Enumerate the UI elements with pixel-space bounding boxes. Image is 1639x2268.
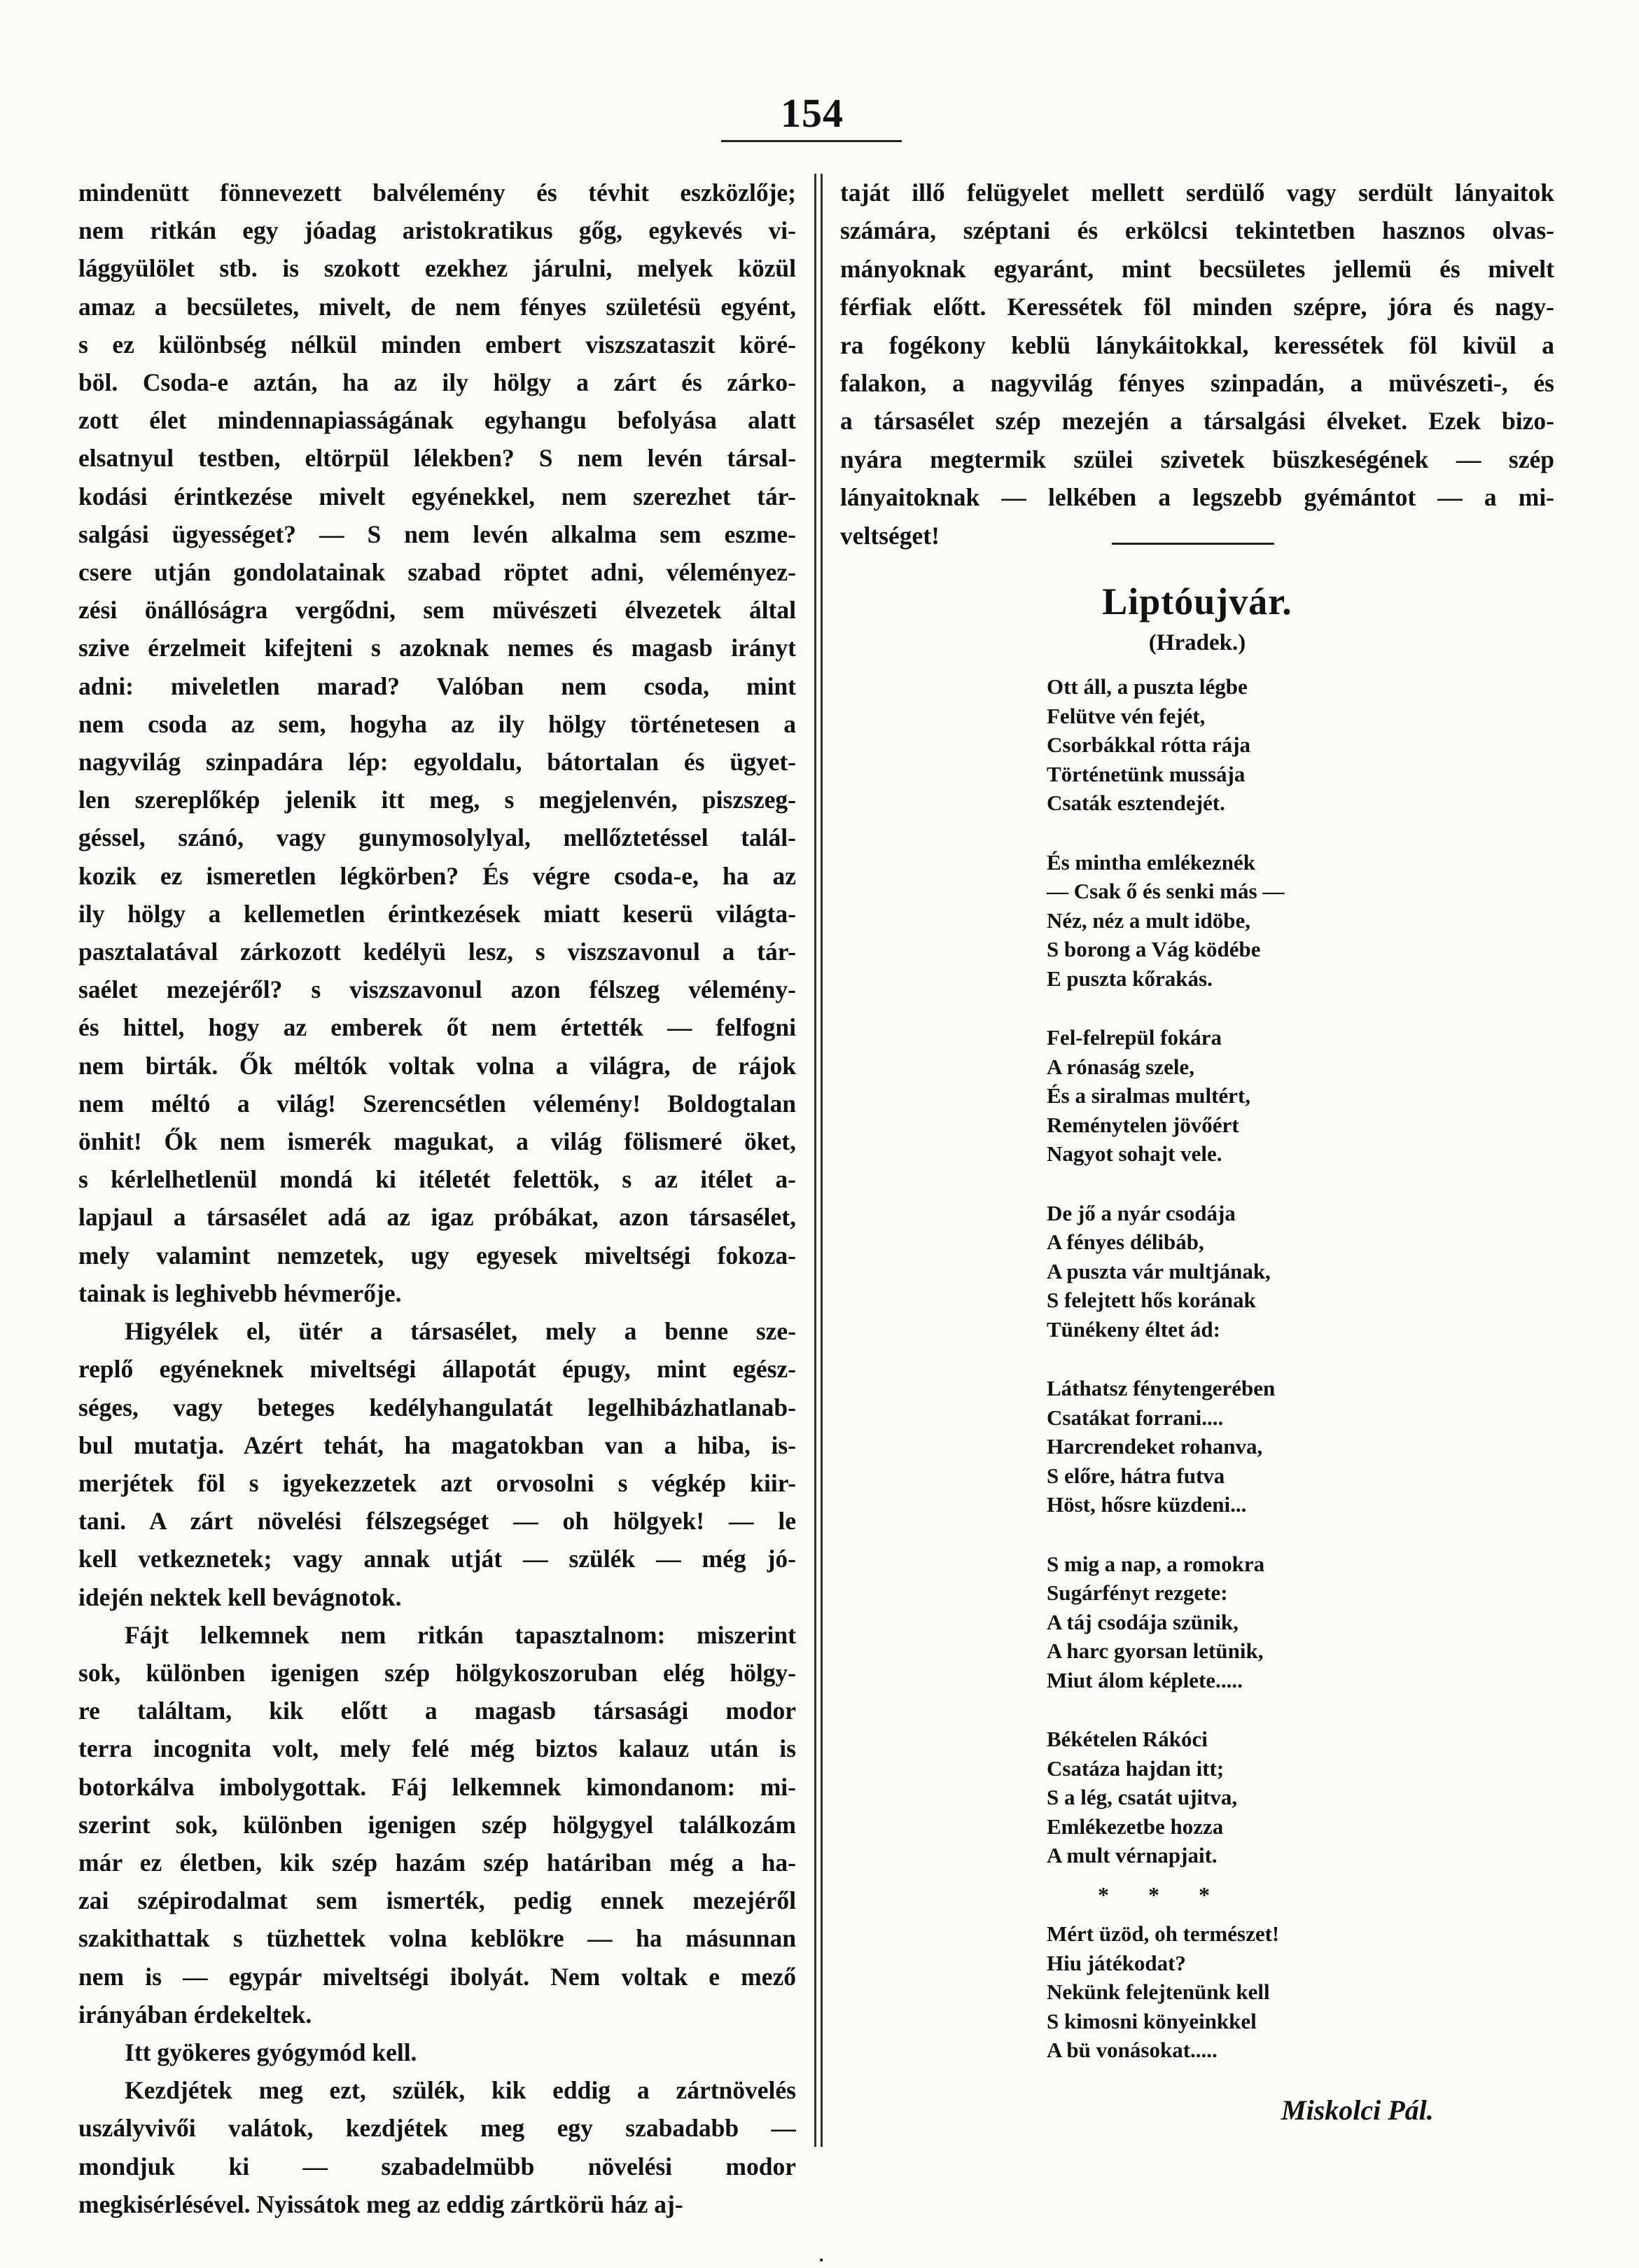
poem-line: Csorbákkal rótta rája [1047, 732, 1251, 757]
text-line: ra fogékony keblü lánykáitokkal, keressétek föl kivül a [840, 331, 1554, 359]
text-line: tainak is leghivebb hévmerője. [78, 1279, 402, 1307]
text-line: lányaitoknak — lelkében a legszebb gyémántot — a mi- [840, 483, 1554, 512]
text-line: számára, széptani és erkölcsi tekintetben hasznos olvas- [840, 216, 1554, 245]
left-column [78, 174, 796, 2223]
poem-title: Liptóujvár. [1102, 580, 1292, 622]
text-line: nem ritkán egy jóadag aristokratikus gőg, egykevés vi- [78, 216, 796, 245]
poem-line: E puszta kőrakás. [1047, 966, 1213, 991]
text-line: re találtam, kik előtt a magasb társasági modor [78, 1697, 796, 1725]
poem-line: De jő a nyár csodája [1047, 1200, 1236, 1225]
text-line: len szereplőkép jelenik itt meg, s megjelenvén, piszszeg- [78, 786, 796, 814]
poem-line: Emlékezetbe hozza [1047, 1814, 1224, 1839]
text-line: Higyélek el, ütér a társasélet, mely a benne sze- [125, 1317, 796, 1346]
poem-line: Harcrendeket rohanva, [1047, 1434, 1263, 1459]
text-line: veltséget! [840, 521, 940, 550]
text-line: idején nektek kell bevágnotok. [78, 1582, 402, 1611]
poem-line: S előre, hátra futva [1047, 1463, 1225, 1488]
text-line: Fájt lelkemnek nem ritkán tapasztalnom: miszerint [125, 1620, 796, 1649]
section-rule [1112, 543, 1274, 545]
poem-line: Höst, hősre küzdeni... [1047, 1492, 1247, 1517]
text-line: lapjaul a társasélet adá az igaz próbákat, azon társasélet, [78, 1203, 796, 1232]
poem-line: Hiu játékodat? [1047, 1950, 1186, 1975]
poem-line: Nekünk felejtenünk kell [1047, 1980, 1270, 2004]
poem-line: S a lég, csatát ujitva, [1047, 1785, 1238, 1809]
poem-stanza [1047, 1199, 1439, 1344]
text-line: botorkálva imbolygottak. Fáj lelkemnek kimondanom: mi- [78, 1772, 796, 1801]
text-line: terra incognita volt, mely felé még biztos kalauz után is [78, 1734, 796, 1763]
text-line: kodási érintkezése mivelt egyénekkel, nem szerezhet tár- [78, 482, 796, 510]
poem-line: S felejtett hős korának [1047, 1288, 1256, 1312]
text-line: bul mutatja. Azért tehát, ha magatokban van a hiba, is- [78, 1431, 796, 1459]
text-line: mindenütt fönnevezett balvélemény és tévhit eszközlője; [78, 179, 796, 207]
text-line: nyára megtermik szülei szivetek büszkeségének — szép [840, 445, 1554, 473]
text-line: pasztalatával zárkozott kedélyü lesz, s viszszavonul a tár- [78, 938, 796, 966]
poem-line: S mig a nap, a romokra [1047, 1551, 1265, 1576]
text-line: nem méltó a világ! Szerencsétlen vélemény! Boldogtalan [78, 1089, 796, 1118]
poem-line: Láthatsz fénytengerében [1047, 1376, 1276, 1400]
poem-line: Miut álom képlete..... [1047, 1667, 1243, 1692]
poem-stanza [1047, 1919, 1439, 2065]
text-line: nem birták. Ők méltók voltak volna a világra, de rájok [78, 1051, 796, 1080]
text-line: saélet mezejéről? s viszszavonul azon félszeg vélemény- [78, 975, 796, 1004]
poem-line: Fel-felrepül fokára [1047, 1025, 1222, 1050]
poem-line: Reménytelen jövőért [1047, 1112, 1239, 1137]
text-line: már ez életben, kik szép hazám szép határiban még a ha- [78, 1848, 796, 1877]
bottom-mark: • [819, 2253, 824, 2267]
text-line: szerint sok, különben igenigen szép hölgygyel találkozám [78, 1810, 796, 1839]
text-line: szive érzelmeit kifejteni s azoknak nemes és magasb irányt [78, 634, 796, 662]
poem-line: Sugárfényt rezgete: [1047, 1580, 1228, 1605]
text-line: kozik ez ismeretlen légkörben? És végre csoda-e, ha az [78, 861, 796, 890]
poem-subtitle: (Hradek.) [1148, 630, 1246, 655]
text-line: s ez különbség nélkül minden embert viszszataszit köré- [78, 330, 796, 359]
right-column [840, 174, 1554, 555]
text-line: tani. A zárt növelési félszegséget — oh hölgyek! — le [78, 1507, 796, 1536]
text-line: lággyülölet stb. is szokott ezekhez járulni, melyek közül [78, 254, 796, 283]
poem-stanza [1047, 1550, 1439, 1695]
poem-author: Miskolci Pál. [1281, 2094, 1434, 2126]
text-line: géssel, szánó, vagy gunymosolylyal, mellőztetéssel talál- [78, 823, 796, 852]
poem-line: Történetünk mussája [1047, 761, 1246, 786]
poem-line: Csatáza hajdan itt; [1047, 1755, 1225, 1781]
text-line: zai szépirodalmat sem ismerték, pedig ennek mezejéről [78, 1886, 796, 1915]
poem-stanza [1047, 848, 1439, 994]
poem-line: Csaták esztendejét. [1047, 791, 1225, 815]
poem-line: Tünékeny éltet ád: [1047, 1316, 1220, 1342]
text-line: uszályvivői valátok, kezdjétek meg egy szabadabb — [78, 2114, 796, 2143]
text-line: s kérlelhetlenül mondá ki itéletét felettök, s az itélet a- [78, 1165, 796, 1194]
poem-line: — Csak ő és senki más — [1047, 879, 1285, 903]
poem-line: A harc gyorsan letünik, [1047, 1639, 1264, 1663]
poem-line: A bü vonásokat..... [1047, 2038, 1218, 2062]
poem-line: És a siralmas multért, [1047, 1083, 1251, 1108]
text-line: csere utján gondolatainak szabad röptet adni, véleményez- [78, 558, 796, 587]
text-line: kell vetkeznetek; vagy annak utját — szülék — még jó- [78, 1545, 796, 1573]
text-line: merjétek föl s igyekezzetek azt orvosolni s végkép kiir- [78, 1468, 796, 1497]
text-line: zési önállóságra vergődni, sem müvészeti élvezetek által [78, 596, 796, 625]
text-line: és hittel, hogy az emberek őt nem értették — felfogni [78, 1013, 796, 1042]
page-number-rule [721, 140, 902, 142]
poem-line: A puszta vár multjának, [1047, 1258, 1271, 1283]
text-line: önhit! Ők nem ismerék magukat, a világ fölismeré öket, [78, 1127, 796, 1156]
text-line: mely valamint nemzetek, ugy egyesek miveltségi fokoza- [78, 1241, 796, 1269]
poem-line: S borong a Vág ködébe [1047, 937, 1261, 961]
poem-line: Ott áll, a puszta légbe [1047, 674, 1248, 699]
text-line: salgási ügyességet? — S nem levén alkalma sem eszme- [78, 520, 796, 548]
poem-line: A mult vérnapjait. [1047, 1843, 1218, 1867]
text-line: Itt gyökeres gyógymód kell. [125, 2038, 417, 2066]
text-line: falakon, a nagyvilág fényes szinpadán, a müvészeti-, és [840, 369, 1554, 398]
page-number: 154 [781, 90, 844, 136]
text-line: megkisérlésével. Nyissátok meg az eddig zártkörü ház aj- [78, 2190, 683, 2218]
stanza-separator: * * * [1098, 1881, 1227, 1907]
text-line: böl. Csoda-e aztán, ha az ily hölgy a zárt és zárko- [78, 368, 796, 397]
text-line: irányában érdekeltek. [78, 2000, 312, 2029]
column-divider-right [821, 174, 823, 2147]
text-line: mányoknak egyaránt, mint becsületes jellemü és mivelt [840, 254, 1554, 283]
text-line: ily hölgy a kellemetlen érintkezések miatt keserü világta- [78, 899, 796, 928]
poem-stanza [1047, 1725, 1439, 1870]
poem-line: Békételen Rákóci [1047, 1727, 1208, 1751]
poem-line: A fényes délibáb, [1047, 1230, 1204, 1254]
poem-stanza [1047, 1374, 1439, 1519]
text-line: szakithattak s tüzhettek volna keblökre — ha másunnan [78, 1924, 796, 1953]
poem-stanza [1047, 1023, 1439, 1169]
text-line: zott élet mindennapiasságának egyhangu befolyása alatt [78, 406, 796, 435]
text-line: mondjuk ki — szabadelmübb növelési modor [78, 2152, 796, 2180]
text-line: replő egyéneknek miveltségi állapotát épugy, mint egész- [78, 1355, 796, 1384]
poem-line: Nagyot sohajt vele. [1047, 1141, 1222, 1166]
poem-body [1047, 672, 1439, 2095]
column-divider-left [814, 174, 816, 2147]
poem-line: Néz, néz a mult idöbe, [1047, 907, 1251, 933]
text-line: sok, különben igenigen szép hölgykoszoruban elég hölgy- [78, 1658, 796, 1687]
text-line: elsatnyul testben, eltörpül lélekben? S nem levén társal- [78, 444, 796, 473]
text-line: nem is — egypár miveltségi ibolyát. Nem voltak e mező [78, 1962, 796, 1991]
text-line: séges, vagy beteges kedélyhangulatát legelhibázhatlanab- [78, 1393, 796, 1421]
poem-stanza [1047, 672, 1439, 818]
poem-line: A rónaság szele, [1047, 1054, 1194, 1079]
text-line: Kezdjétek meg ezt, szülék, kik eddig a zártnövelés [125, 2076, 796, 2105]
text-line: taját illő felügyelet mellett serdülő vagy serdült lányaitok [840, 179, 1554, 207]
text-line: amaz a becsületes, mivelt, de nem fényes születésü egyént, [78, 292, 796, 321]
text-line: adni: miveletlen marad? Valóban nem csoda, mint [78, 672, 796, 700]
poem-line: Csatákat forrani.... [1047, 1405, 1224, 1430]
poem-line: S kimosni könyeinkkel [1047, 2008, 1257, 2033]
poem-line: Mért üzöd, oh természet! [1047, 1921, 1280, 1946]
text-line: nagyvilág szinpadára lép: egyoldalu, bátortalan és ügyet- [78, 748, 796, 777]
text-line: nem csoda az sem, hogyha az ily hölgy történetesen a [78, 709, 796, 738]
poem-line: És mintha emlékeznék [1047, 849, 1255, 875]
poem-line: Felütve vén fejét, [1047, 703, 1206, 728]
poem-line: A táj csodája szünik, [1047, 1609, 1239, 1634]
text-line: a társasélet szép mezején a társalgási élveket. Ezek bizo- [840, 407, 1554, 436]
text-line: férfiak előtt. Keressétek föl minden szépre, jóra és nagy- [840, 293, 1554, 321]
